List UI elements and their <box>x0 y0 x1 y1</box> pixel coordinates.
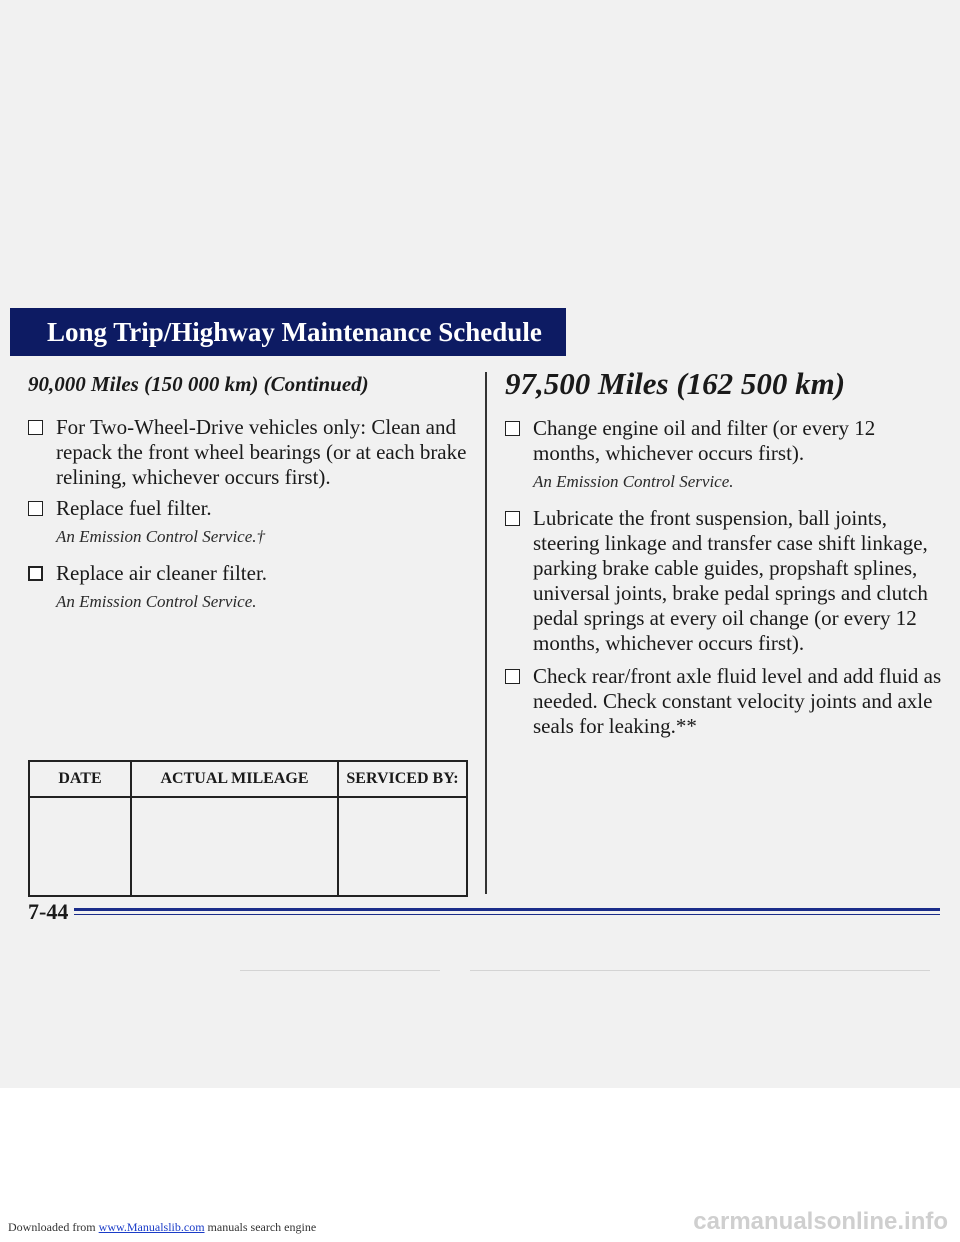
list-item <box>505 506 945 656</box>
list-item <box>505 416 945 466</box>
column-divider <box>485 372 487 894</box>
serviced-by-cell[interactable] <box>338 797 467 896</box>
download-prefix: Downloaded from <box>8 1220 99 1234</box>
list-item <box>28 415 478 490</box>
list-item <box>28 561 478 586</box>
item-text: Check rear/front axle fluid level and add fluid as needed. Check constant velocity joints and axle seals for leaking.** <box>533 664 942 738</box>
list-item <box>28 496 478 521</box>
download-suffix: manuals search engine <box>204 1220 317 1234</box>
scan-artifact-line <box>470 970 930 971</box>
scan-artifact-line <box>240 970 440 971</box>
footer-rule <box>74 908 940 911</box>
page-title: Long Trip/Highway Maintenance Schedule <box>10 308 566 356</box>
date-cell[interactable] <box>29 797 131 896</box>
checkbox-icon[interactable] <box>28 420 43 435</box>
watermark: carmanualsonline.info <box>693 1208 948 1235</box>
right-column <box>505 366 945 745</box>
item-text: For Two-Wheel-Drive vehicles only: Clean and repack the front wheel bearings (or at each brake relining, whichever occurs first). <box>56 415 467 489</box>
checkbox-icon[interactable] <box>28 566 43 581</box>
footer-rule-thin <box>74 914 940 915</box>
item-text: Replace fuel filter. <box>56 496 212 520</box>
item-note: An Emission Control Service. <box>56 592 257 611</box>
section-heading-97500: 97,500 Miles (162 500 km) <box>505 366 846 401</box>
column-header-serviced-by: SERVICED BY: <box>338 761 467 797</box>
checkbox-icon[interactable] <box>505 421 520 436</box>
item-note: An Emission Control Service. <box>533 472 734 491</box>
checkbox-icon[interactable] <box>505 669 520 684</box>
column-header-mileage: ACTUAL MILEAGE <box>131 761 338 797</box>
service-record-table <box>28 760 468 897</box>
left-column <box>28 372 478 626</box>
section-heading-90000: 90,000 Miles (150 000 km) (Continued) <box>28 372 369 396</box>
item-text: Replace air cleaner filter. <box>56 561 268 585</box>
page-number: 7-44 <box>28 899 69 924</box>
checkbox-icon[interactable] <box>28 501 43 516</box>
download-credit <box>8 1220 316 1235</box>
mileage-cell[interactable] <box>131 797 338 896</box>
column-header-date: DATE <box>29 761 131 797</box>
checkbox-icon[interactable] <box>505 511 520 526</box>
list-item <box>505 664 945 739</box>
item-text: Change engine oil and filter (or every 12 months, whichever occurs first). <box>533 416 876 465</box>
manualslib-link[interactable]: www.Manualslib.com <box>98 1220 205 1234</box>
item-note: An Emission Control Service.† <box>56 527 266 546</box>
item-text: Lubricate the front suspension, ball joints, steering linkage and transfer case shift linkage, parking brake cable guides, propshaft splines, universal joints, brake pedal springs and clutch pedal springs at every oil change (or every 12 months, whichever occurs first). <box>533 506 928 655</box>
